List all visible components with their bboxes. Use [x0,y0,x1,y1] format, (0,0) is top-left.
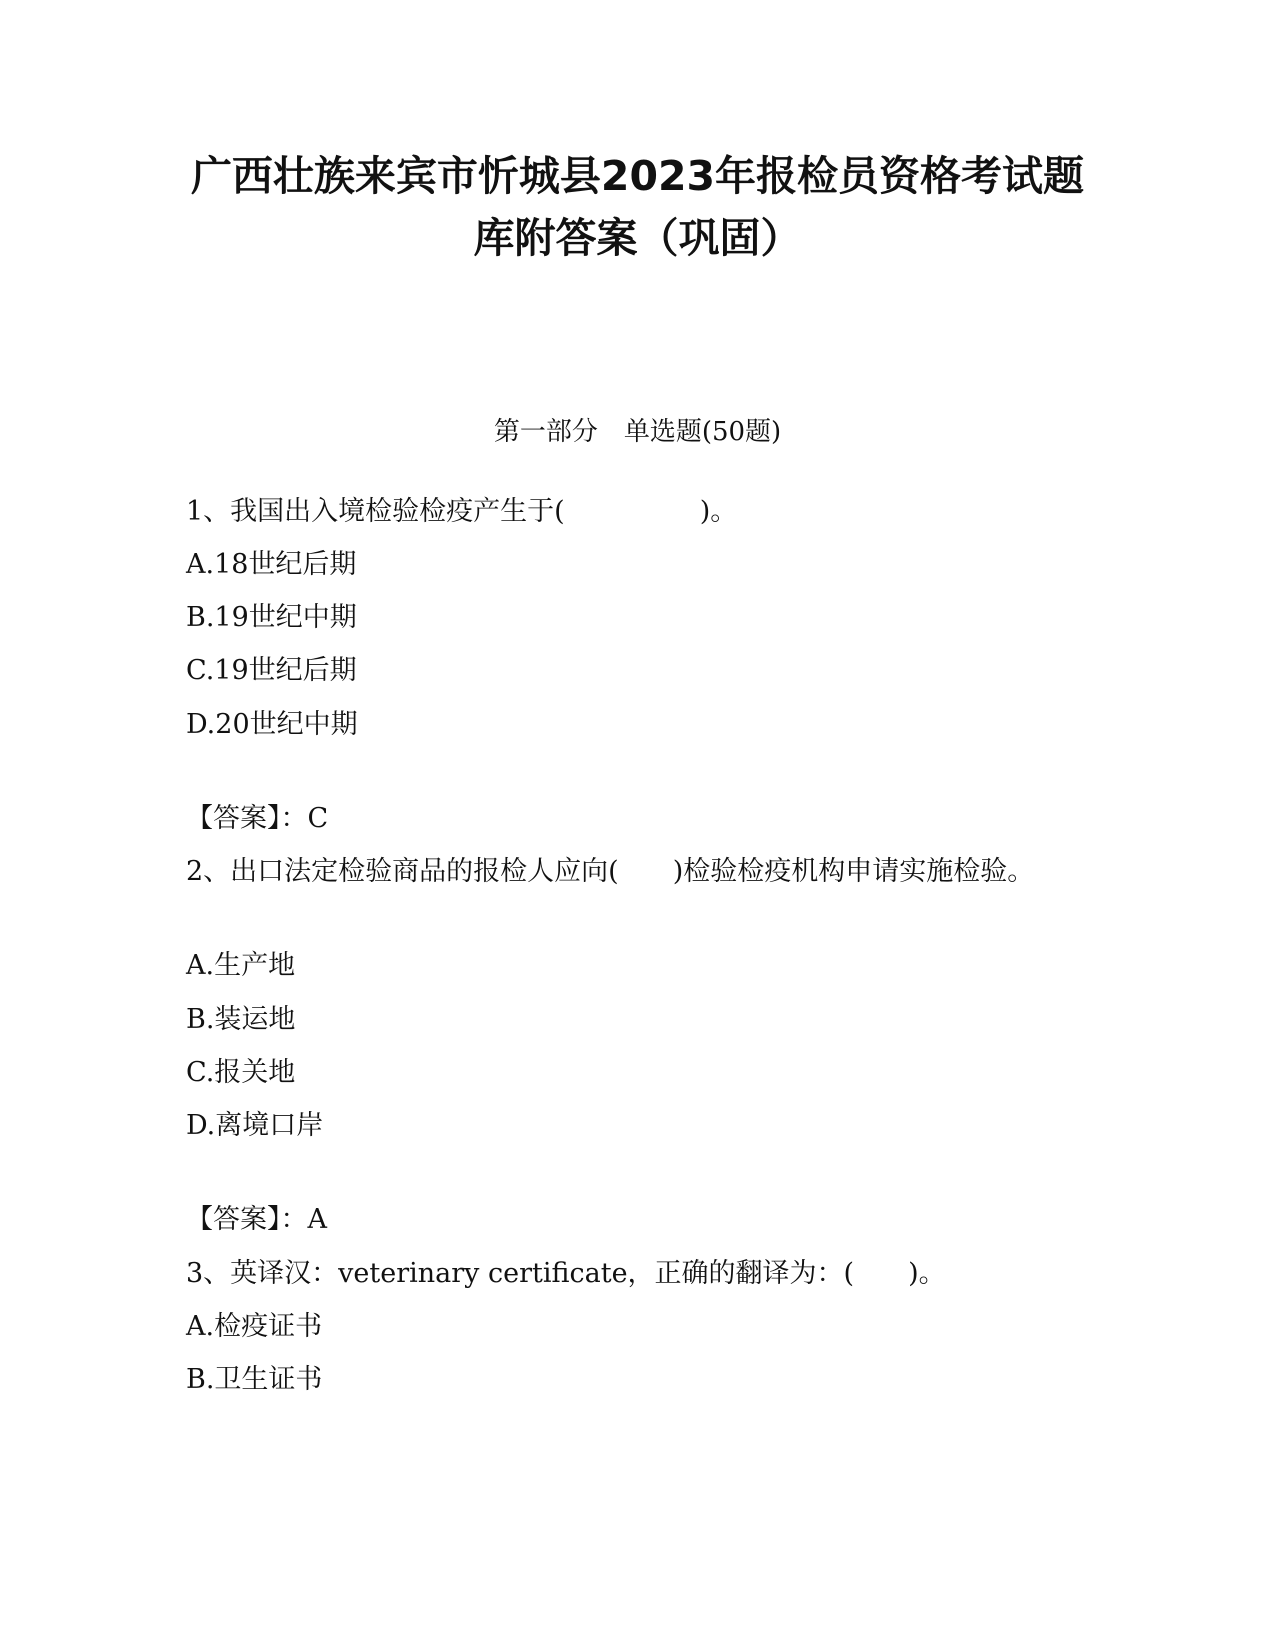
document-title-line2: 库附答案（巩固） [473,214,802,262]
question-3-stem: 3、英译汉：veterinary certificate，正确的翻译为：( )。 [186,1258,946,1289]
question-1-option-d: D.20世纪中期 [186,709,358,740]
question-2-option-a: A.生产地 [186,950,296,981]
section-heading: 第一部分 单选题(50题) [493,417,782,447]
question-3-option-a: A.检疫证书 [186,1311,323,1342]
question-1-stem: 1、我国出入境检验检疫产生于( )。 [186,496,738,527]
question-1-option-a: A.18世纪后期 [186,549,357,580]
question-1-option-c: C.19世纪后期 [186,655,357,686]
question-1-answer: 【答案】：C [186,803,329,834]
document-title-line1: 广西壮族来宾市忻城县2023年报检员资格考试题 [190,152,1085,200]
question-2-answer: 【答案】：A [186,1204,327,1235]
question-2-option-c: C.报关地 [186,1057,296,1088]
question-2-stem: 2、出口法定检验商品的报检人应向( )检验检疫机构申请实施检验。 [186,856,1035,887]
question-2-option-d: D.离境口岸 [186,1110,324,1141]
question-1-option-b: B.19世纪中期 [186,602,357,633]
question-2-option-b: B.装运地 [186,1004,296,1035]
question-3-option-b: B.卫生证书 [186,1364,323,1395]
